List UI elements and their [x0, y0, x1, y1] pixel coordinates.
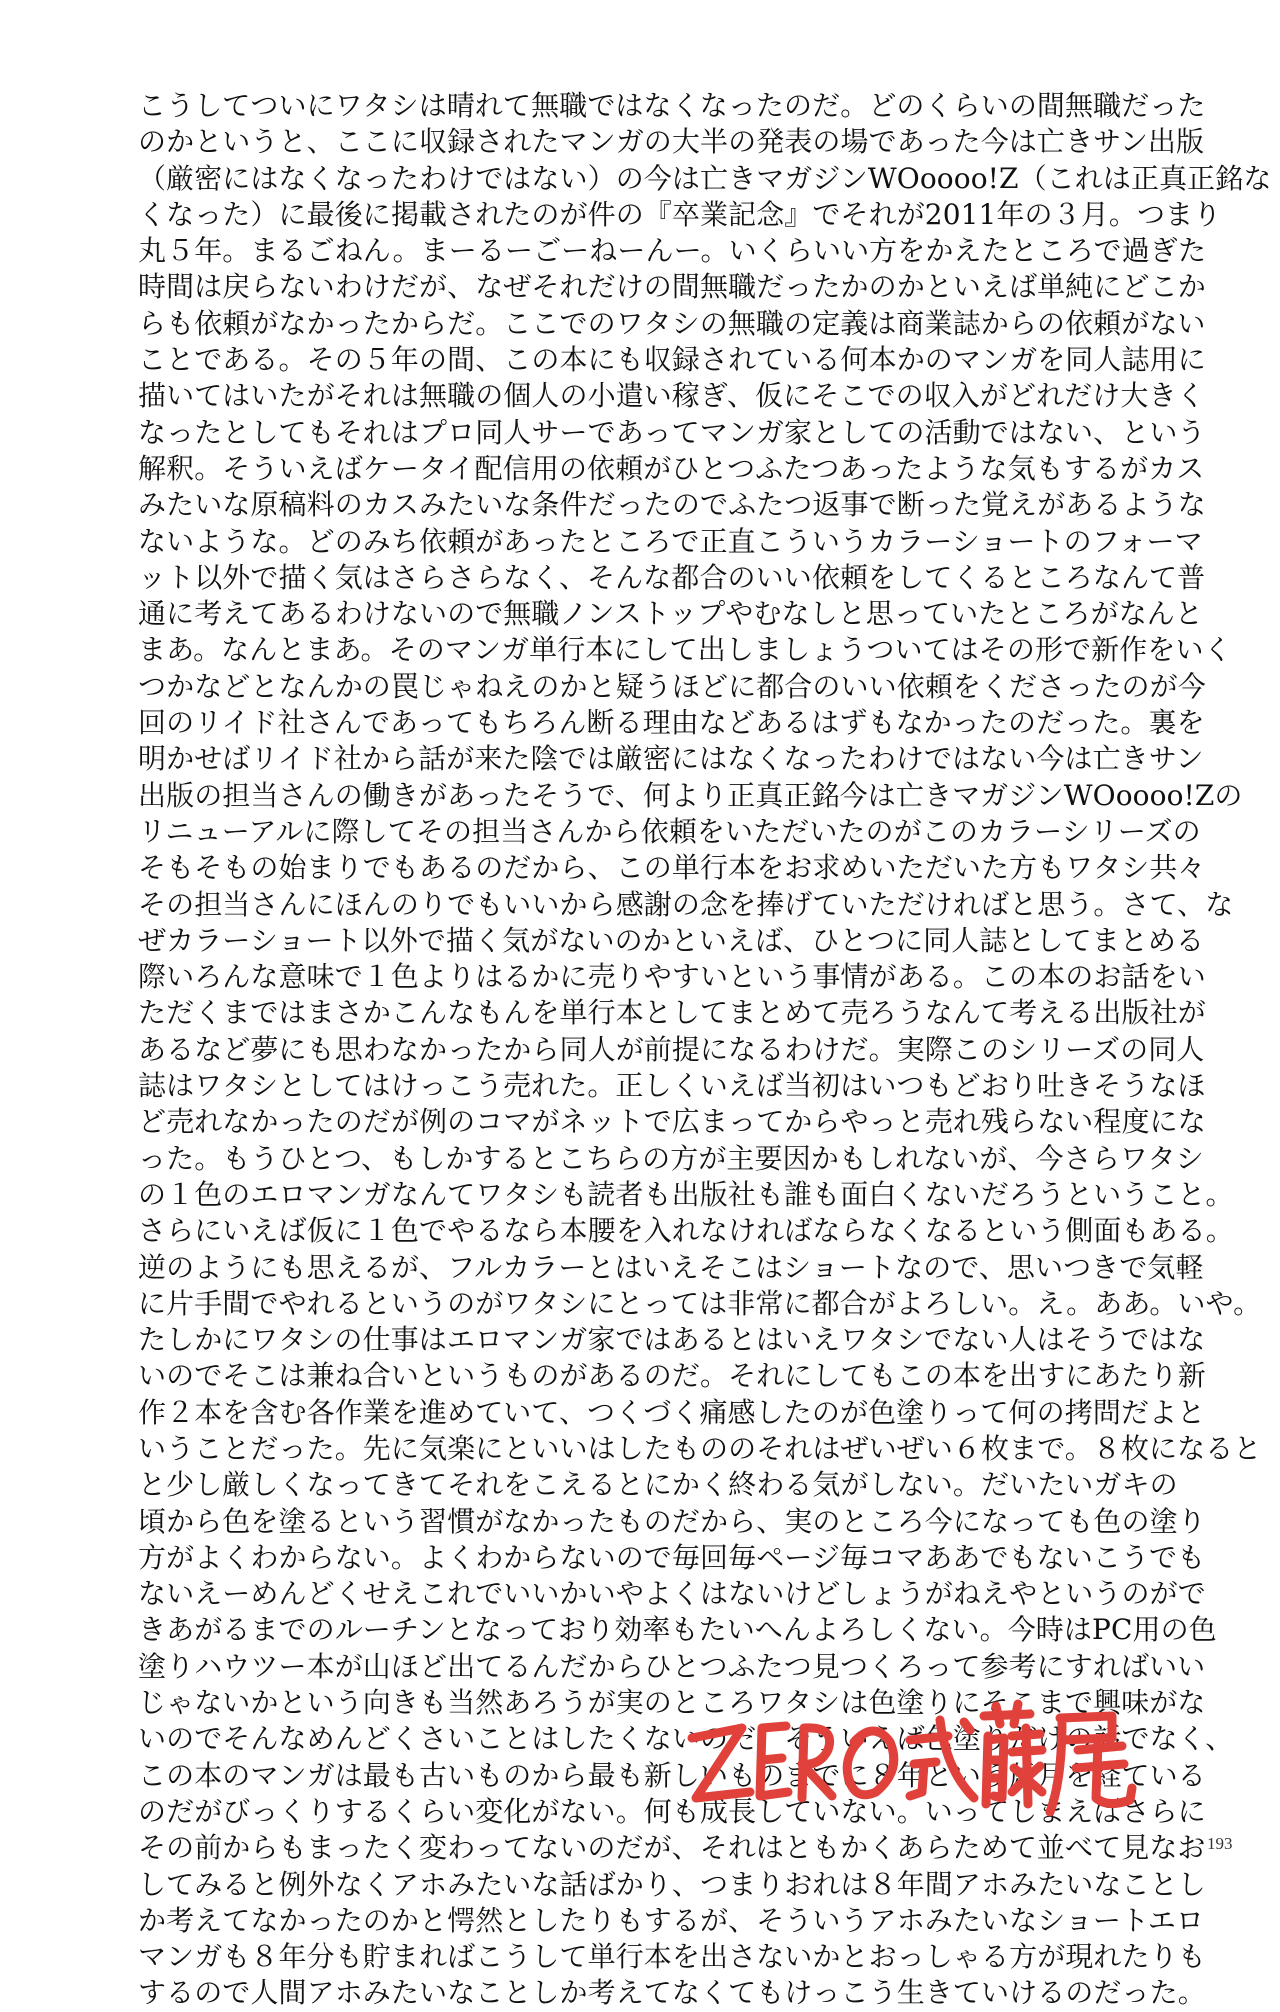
essay-line: いのでそこは兼ね合いというものがあるのだ。それにしてもこの本を出すにあたり新: [138, 1359, 1206, 1393]
essay-line: った。もうひとつ、もしかするとこちらの方が主要因かもしれないが、今さらワタシ: [138, 1141, 1204, 1175]
essay-line: なったとしてもそれはプロ同人サーであってマンガ家としての活動ではない、という: [138, 415, 1206, 449]
essay-line: 誌はワタシとしてはけっこう売れた。正しくいえば当初はいつもどおり吐きそうなほ: [138, 1069, 1206, 1103]
essay-line: リニューアルに際してその担当さんから依頼をいただいたのがこのカラーシリーズの: [138, 814, 1201, 848]
essay-line: マンガも８年分も貯まればこうして単行本を出さないかとおっしゃる方が現れたりも: [138, 1940, 1206, 1974]
essay-line: ぜカラーショート以外で描く気がないのかといえば、ひとつに同人誌としてまとめる: [138, 923, 1205, 957]
essay-line: してみると例外なくアホみたいな話ばかり、つまりおれは８年間アホみたいなことし: [138, 1867, 1206, 1901]
essay-line: ないような。どのみち依頼があったところで正直こういうカラーショートのフォーマ: [138, 524, 1203, 558]
essay-line: ど売れなかったのだが例のコマがネットで広まってからやっと売れ残らない程度にな: [138, 1105, 1206, 1139]
essay-line: つかなどとなんかの罠じゃねえのかと疑うほどに都合のいい依頼をくださったのが今: [138, 669, 1206, 703]
essay-line: そもそもの始まりでもあるのだから、この単行本をお求めいただいた方もワタシ共々: [138, 851, 1206, 885]
essay-line: 方がよくわからない。よくわからないので毎回毎ページ毎コマああでもないこうでも: [138, 1540, 1206, 1574]
essay-line: みたいな原稿料のカスみたいな条件だったのでふたつ返事で断った覚えがあるような: [138, 488, 1206, 522]
essay-line: ないえーめんどくせえこれでいいかいやよくはないけどしょうがねえやというのがで: [138, 1577, 1206, 1611]
essay-line: 明かせばリイド社から話が来た陰では厳密にはなくなったわけではない今は亡きサン: [138, 742, 1204, 776]
essay-line: 頃から色を塗るという習慣がなかったものだから、実のところ今になっても色の塗り: [138, 1504, 1206, 1538]
essay-line: ことである。その５年の間、この本にも収録されている何本かのマンガを同人誌用に: [138, 343, 1206, 377]
essay-line: さらにいえば仮に１色でやるなら本腰を入れなければならなくなるという側面もある。: [138, 1214, 1234, 1248]
essay-line: のかというと、ここに収録されたマンガの大半の発表の場であった今は亡きサン出版: [138, 125, 1205, 159]
essay-line: いうことだった。先に気楽にといいはしたもののそれはぜいぜい６枚まで。８枚になると: [138, 1431, 1262, 1465]
page-number: 193: [1207, 1834, 1233, 1853]
essay-line: （厳密にはなくなったわけではない）の今は亡きマガジンWOoooo!Z（これは正真正銘な: [138, 161, 1272, 195]
essay-line: いのでそんなめんどくさいことはしたくないのだ。そういえば色塗りだけの話でなく、: [138, 1722, 1234, 1756]
essay-line: 描いてはいたがそれは無職の個人の小遣い稼ぎ、仮にそこでの収入がどれだけ大きく: [138, 379, 1205, 413]
essay-line: に片手間でやれるというのがワタシにとっては非常に都合がよろしい。え。ああ。いや。: [138, 1286, 1262, 1320]
essay-line: 通に考えてあるわけないので無職ノンストップやむなしと思っていたところがなんと: [138, 597, 1204, 631]
essay-line: 逆のようにも思えるが、フルカラーとはいえそこはショートなので、思いつきで気軽: [138, 1250, 1204, 1284]
essay-line: ただくまではまさかこんなもんを単行本としてまとめて売ろうなんて考える出版社が: [138, 996, 1206, 1030]
essay-line: たしかにワタシの仕事はエロマンガ家ではあるとはいえワタシでない人はそうではな: [138, 1323, 1206, 1357]
essay-line: 回のリイド社さんであってもちろん断る理由などあるはずもなかったのだった。裏を: [138, 706, 1205, 740]
essay-line: の１色のエロマンガなんてワタシも読者も出版社も誰も面白くないだろうということ。: [138, 1177, 1234, 1211]
essay-line: 塗りハウツー本が山ほど出てるんだからひとつふたつ見つくろって参考にすればいい: [138, 1649, 1206, 1683]
essay-line: ット以外で描く気はさらさらなく、そんな都合のいい依頼をしてくるところなんて普: [138, 560, 1206, 594]
signature-drawing: [678, 1680, 1138, 1850]
essay-line: 丸５年。まるごねん。まーるーごーねーんー。いくらいい方をかえたところで過ぎた: [138, 234, 1207, 268]
essay-line: じゃないかという向きも当然あろうが実のところワタシは色塗りにそこまで興味がな: [138, 1686, 1206, 1720]
handwritten-signature: [678, 1680, 1138, 1850]
essay-line: その担当さんにほんのりでもいいから感謝の念を捧げていただければと思う。さて、な: [138, 887, 1234, 921]
essay-line: その前からもまったく変わってないのだが、それはともかくあらためて並べて見なお: [138, 1831, 1206, 1865]
essay-line: 出版の担当さんの働きがあったそうで、何より正真正銘今は亡きマガジンWOoooo!Zの: [138, 778, 1243, 812]
essay-line: きあがるまでのルーチンとなっており効率もたいへんよろしくない。今時はPC用の色: [138, 1613, 1217, 1647]
essay-line: 作２本を含む各作業を進めていて、つくづく痛感したのが色塗りって何の拷問だよと: [138, 1395, 1206, 1429]
essay-line: あるなど夢にも思わなかったから同人が前提になるわけだ。実際このシリーズの同人: [138, 1032, 1205, 1066]
essay-line: 解釈。そういえばケータイ配信用の依頼がひとつふたつあったような気もするがカス: [138, 451, 1205, 485]
essay-line: らも依頼がなかったからだ。ここでのワタシの無職の定義は商業誌からの依頼がない: [138, 306, 1206, 340]
essay-line: するので人間アホみたいなことしか考えてなくてもけっこう生きていけるのだった。: [138, 1976, 1206, 2010]
essay-line: 際いろんな意味で１色よりはるかに売りやすいという事情がある。この本のお話をい: [138, 960, 1206, 994]
essay-line: か考えてなかったのかと愕然としたりもするが、そういうアホみたいなショートエロ: [138, 1903, 1205, 1937]
essay-line: この本のマンガは最も古いものから最も新しいものまでに８年という歳月を経ている: [138, 1758, 1206, 1792]
essay-line: 時間は戻らないわけだが、なぜそれだけの間無職だったかのかといえば単純にどこか: [138, 270, 1206, 304]
essay-line: まあ。なんとまあ。そのマンガ単行本にして出しましょうついてはその形で新作をいく: [138, 633, 1232, 667]
essay-line: くなった）に最後に掲載されたのが件の『卒業記念』でそれが2011年の３月。つまり: [138, 197, 1222, 231]
essay-line: こうしてついにワタシは晴れて無職ではなくなったのだ。どのくらいの間無職だった: [138, 89, 1206, 122]
essay-line: のだがびっくりするくらい変化がない。何も成長していない。いってしまえばさらに: [138, 1794, 1206, 1828]
essay-line: と少し厳しくなってきてそれをこえるとにかく終わる気がしない。だいたいガキの: [138, 1468, 1178, 1502]
